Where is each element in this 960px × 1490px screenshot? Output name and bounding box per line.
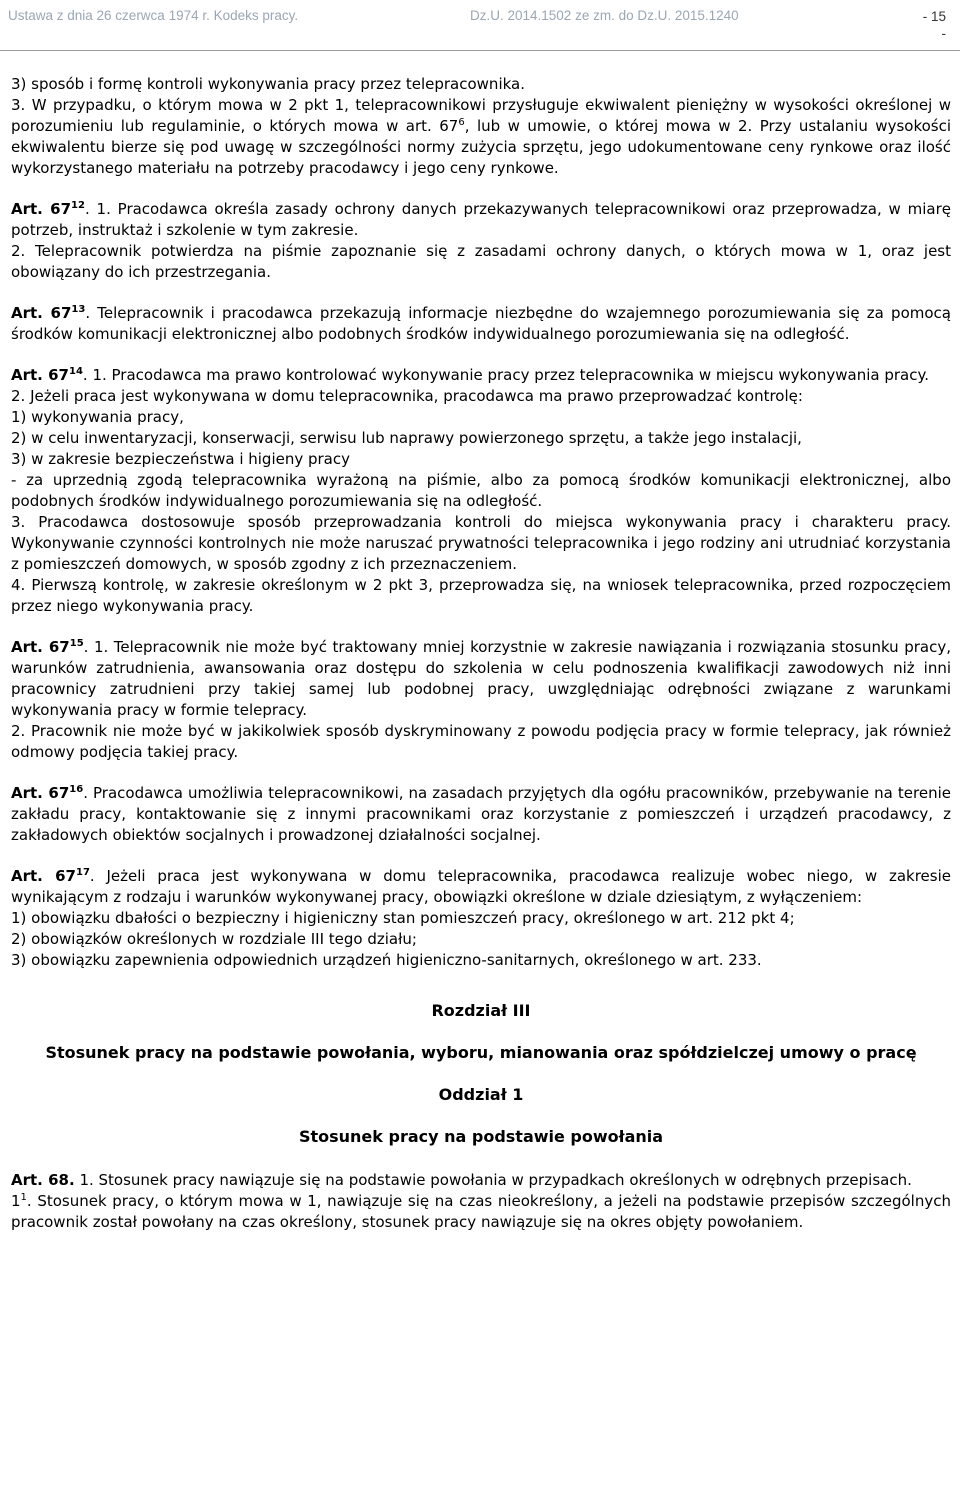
chapter-heading: Rozdział III — [431, 1001, 531, 1020]
article-67-14-section-2: 2. Jeżeli praca jest wykonywana w domu telepracownika, pracodawca ma prawo przeprowadzać kontrolę: — [11, 387, 803, 405]
list-item: 1) obowiązku dbałości o bezpieczny i higieniczny stan pomieszczeń pracy, określonego w art. 212 pkt 4; — [11, 909, 795, 927]
article-67-15: Art. $67^{15}$. 1. Telepracownik nie może być traktowany mniej korzystnie w zakresie nawiązania i rozwiązania stosunku pracy, warunków zatrudnienia, awansowania oraz dostępu do szkolenia w celu podnoszenia kwalifikacji zawodowych niż inni pracownicy zatrudnieni przy takiej samej lub podobnej pracy, uwzględniając odrębności związane z warunkami wykonywania pracy w formie telepracy. — [11, 638, 951, 719]
article-67-14: Art. $67^{14}$. 1. Pracodawca ma prawo kontrolować wykonywanie pracy przez telepracownika w miejscu wykonywania pracy. — [11, 366, 929, 384]
article-label: Art. 67 — [11, 638, 70, 656]
article-68: Art. 68. 1. Stosunek pracy nawiązuje się na podstawie powołania w przypadkach określonych w odrębnych przepisach. — [11, 1171, 912, 1189]
chapter-title: Stosunek pracy na podstawie powołania, wyboru, mianowania oraz spółdzielczej umowy o pracę — [45, 1043, 917, 1062]
article-label: Art. 67 — [11, 784, 70, 802]
division-heading: Oddział 1 — [438, 1085, 524, 1104]
header-rule — [0, 50, 960, 51]
article-67-14-section-3: 3. Pracodawca dostosowuje sposób przeprowadzania kontroli do miejsca wykonywania pracy i charakteru pracy. Wykonywanie czynności kontrolnych nie może naruszać prywatności telepracownika i jego rodziny ani utrudniać korzystania z pomieszczeń domowych, w sposób zgodny z ich przeznaczeniem. — [11, 513, 951, 573]
header-journal-ref: Dz.U. 2014.1502 ze zm. do Dz.U. 2015.1240 — [470, 8, 739, 23]
article-label: Art. 67 — [11, 304, 72, 322]
page-number: - 15 — [922, 9, 946, 24]
article-67-12-section-2: 2. Telepracownik potwierdza na piśmie zapoznanie się z zasadami ochrony danych, o których mowa w 1, oraz jest obowiązany do ich przestrzegania. — [11, 242, 951, 281]
list-item: 1) wykonywania pracy, — [11, 408, 184, 426]
article-67-13: Art. $67^{13}$. Telepracownik i pracodawca przekazują informacje niezbędne do wzajemnego porozumiewania się za pomocą środków komunikacji elektronicznej albo podobnych środków indywidualnego porozumiewania się na odległość. — [11, 304, 951, 343]
list-item: 2) w celu inwentaryzacji, konserwacji, serwisu lub naprawy powierzonego sprzętu, a także jego instalacji, — [11, 429, 802, 447]
article-label: Art. 68. — [11, 1171, 75, 1189]
article-label: Art. 67 — [11, 366, 69, 384]
list-item: 2) obowiązków określonych w rozdziale III tego działu; — [11, 930, 417, 948]
list-item: - za uprzednią zgodą telepracownika wyrażoną na piśmie, albo za pomocą środków komunikacji elektronicznej, albo podobnych środków indywidualnego porozumiewania się na odległość. — [11, 471, 951, 510]
division-title: Stosunek pracy na podstawie powołania — [298, 1127, 664, 1146]
page-number-dash: - — [941, 26, 946, 41]
page-header — [0, 0, 960, 44]
article-67-17: Art. $67^{17}$. Jeżeli praca jest wykonywana w domu telepracownika, pracodawca realizuje wobec niego, w zakresie wynikającym z rodzaju i warunków wykonywanej pracy, obowiązki określone w dziale dziesiątym, z wyłączeniem: — [11, 867, 951, 906]
paragraph-section-3: 3. W przypadku, o którym mowa w 2 pkt 1, telepracownikowi przysługuje ekwiwalent pieniężny w wysokości określonej w porozumieniu lub regulaminie, o których mowa w art. $67^6$, lub w umowie, o której mowa w 2. Przy ustalaniu wysokości ekwiwalentu bierze się pod uwagę w szczególności normy zużycia sprzętu, jego udokumentowane ceny rynkowe oraz ilość wykorzystanego materiału na potrzeby pracodawcy i jego ceny rynkowe. — [11, 96, 952, 177]
article-label: Art. 67 — [11, 200, 72, 218]
header-act-title: Ustawa z dnia 26 czerwca 1974 r. Kodeks pracy. — [8, 8, 299, 23]
list-item: 3) w zakresie bezpieczeństwa i higieny pracy — [11, 450, 351, 468]
article-67-15-section-2: 2. Pracownik nie może być w jakikolwiek sposób dyskryminowany z powodu podjęcia pracy w formie telepracy, jak również odmowy podjęcia takiej pracy. — [11, 722, 951, 761]
article-68-section-1-1: $1^1$. Stosunek pracy, o którym mowa w 1, nawiązuje się na czas nieokreślony, a jeżeli na podstawie przepisów szczególnych pracownik został powołany na czas określony, stosunek pracy nawiązuje się na okres objęty powołaniem. — [11, 1192, 951, 1231]
paragraph-item-3: 3) sposób i formę kontroli wykonywania pracy przez telepracownika. — [11, 75, 525, 93]
header-page-number — [923, 8, 946, 42]
document-body — [11, 74, 951, 1233]
article-67-12: Art. $67^{12}$. 1. Pracodawca określa zasady ochrony danych przekazywanych telepracownikowi oraz przeprowadza, w miarę potrzeb, instruktaż i szkolenie w tym zakresie. — [11, 200, 951, 239]
article-67-14-section-4: 4. Pierwszą kontrolę, w zakresie określonym w 2 pkt 3, przeprowadza się, na wniosek telepracownika, przed rozpoczęciem przez niego wykonywania pracy. — [11, 576, 951, 615]
article-label: Art. 67 — [11, 867, 76, 885]
article-67-16: Art. $67^{16}$. Pracodawca umożliwia telepracownikowi, na zasadach przyjętych dla ogółu pracowników, przebywanie na terenie zakładu pracy, kontaktowanie się z innymi pracownikami oraz korzystanie z pomieszczeń i urządzeń pracodawcy, z zakładowych obiektów socjalnych i prowadzonej działalności socjalnej. — [11, 784, 951, 844]
list-item: 3) obowiązku zapewnienia odpowiednich urządzeń higieniczno-sanitarnych, określonego w art. 233. — [11, 951, 762, 969]
